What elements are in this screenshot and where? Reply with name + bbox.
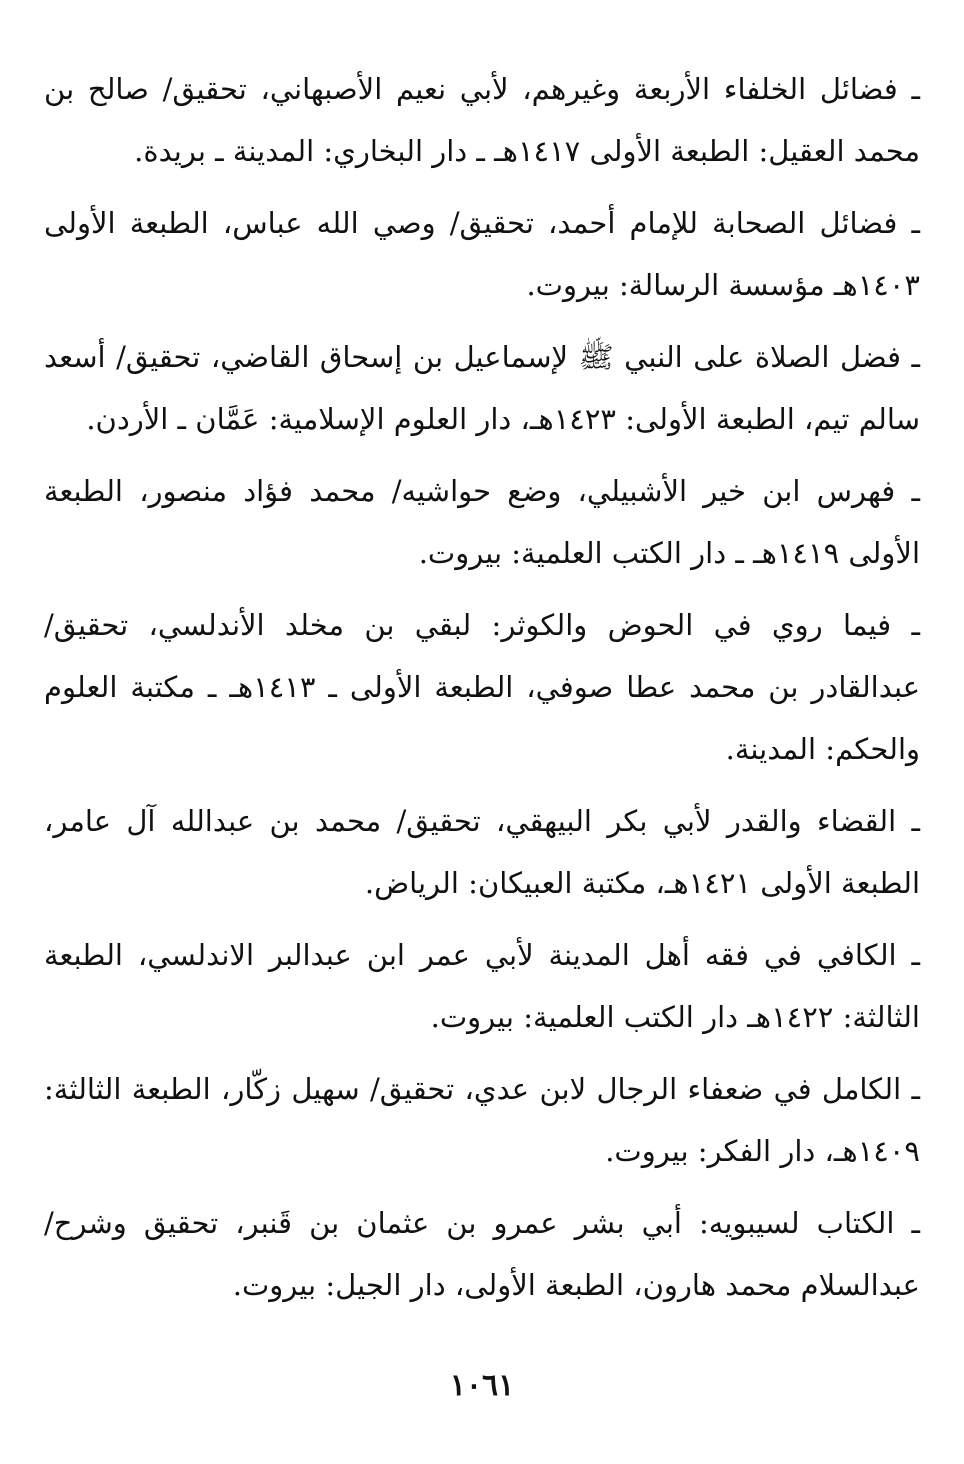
bibliography-entry: ـ فضائل الخلفاء الأربعة وغيرهم، لأبي نعيم الأصبهاني، تحقيق/ صالح بن محمد العقيل: الطبعة الأولى ١٤١٧هـ ـ دار البخاري: المدينة ـ بريدة.	[44, 72, 920, 168]
bibliography-list	[44, 58, 920, 1326]
bibliography-entry: ـ فيما روي في الحوض والكوثر: لبقي بن مخلد الأندلسي، تحقيق/ عبدالقادر بن محمد عطا صوفي، الطبعة الأولى ـ ١٤١٣هـ ـ مكتبة العلوم والحكم: المدينة.	[44, 608, 920, 766]
bibliography-entry: ـ فهرس ابن خير الأشبيلي، وضع حواشيه/ محمد فؤاد منصور، الطبعة الأولى ١٤١٩هـ ـ دار الكتب العلمية: بيروت.	[44, 474, 920, 570]
bibliography-entry: ـ فضل الصلاة على النبي ﷺ لإسماعيل بن إسحاق القاضي، تحقيق/ أسعد سالم تيم، الطبعة الأولى: ١٤٢٣هـ، دار العلوم الإسلامية: عَمَّان ـ الأردن.	[44, 340, 920, 436]
bibliography-entry: ـ الكامل في ضعفاء الرجال لابن عدي، تحقيق/ سهيل زكّار، الطبعة الثالثة: ١٤٠٩هـ، دار الفكر: بيروت.	[44, 1072, 920, 1168]
bibliography-entry: ـ الكافي في فقه أهل المدينة لأبي عمر ابن عبدالبر الاندلسي، الطبعة الثالثة: ١٤٢٢هـ دار الكتب العلمية: بيروت.	[44, 938, 920, 1034]
bibliography-entry: ـ القضاء والقدر لأبي بكر البيهقي، تحقيق/ محمد بن عبدالله آل عامر، الطبعة الأولى ١٤٢١هـ، مكتبة العبيكان: الرياض.	[44, 804, 920, 900]
bibliography-entry: ـ الكتاب لسيبويه: أبي بشر عمرو بن عثمان بن قَنبر، تحقيق وشرح/ عبدالسلام محمد هارون، الطبعة الأولى، دار الجيل: بيروت.	[44, 1206, 920, 1302]
page-number: ١٠٦١	[449, 1368, 515, 1403]
bibliography-entry: ـ فضائل الصحابة للإمام أحمد، تحقيق/ وصي الله عباس، الطبعة الأولى ١٤٠٣هـ مؤسسة الرسالة: بيروت.	[44, 206, 920, 302]
